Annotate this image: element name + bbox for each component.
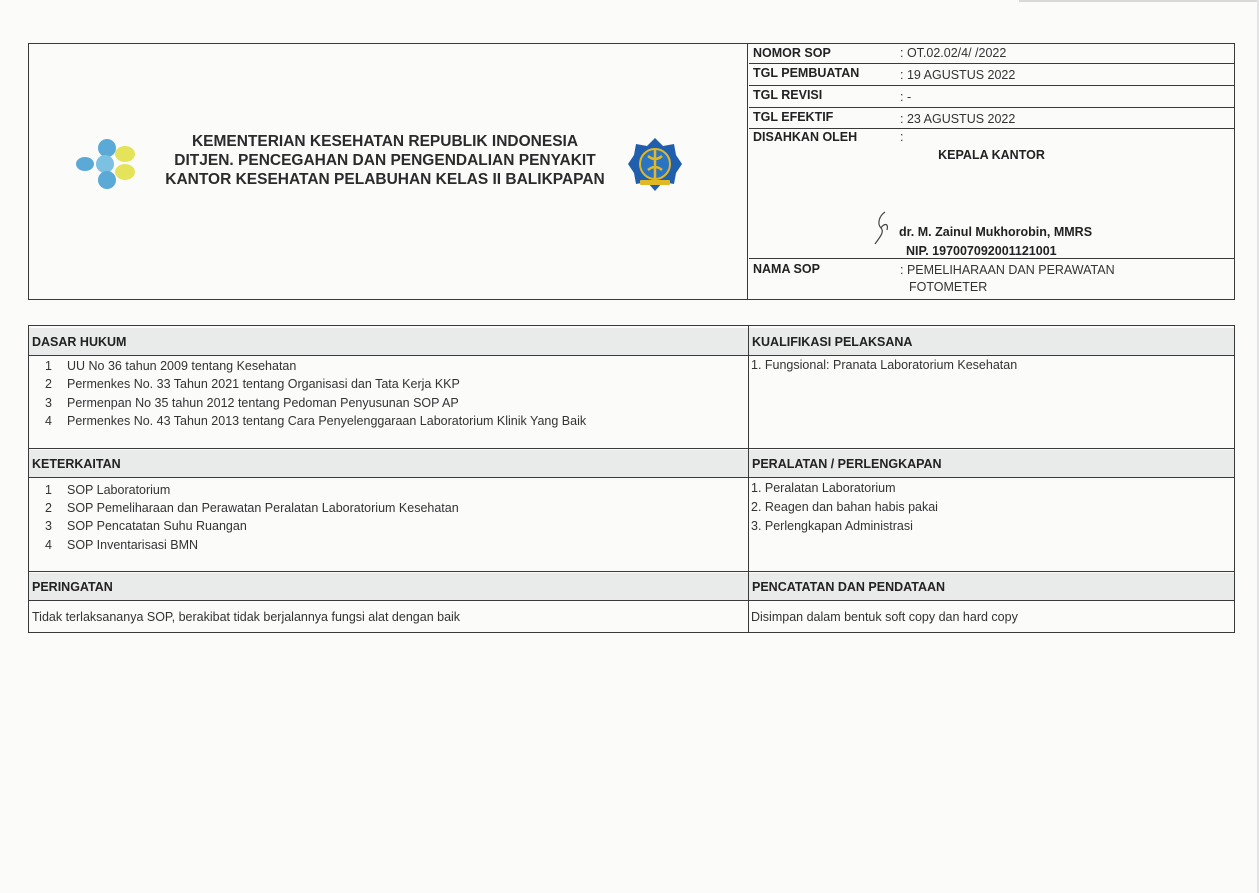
section-title-keterkaitan: KETERKAITAN [29,450,748,478]
nama-sop-value-cont: FOTOMETER [909,280,988,294]
item-text: SOP Inventarisasi BMN [67,538,199,552]
directorate-line: DITJEN. PENCEGAHAN DAN PENGENDALIAN PENYAKIT [174,152,596,169]
item-number: 3 [45,519,52,533]
section-title-kualifikasi: KUALIFIKASI PELAKSANA [749,328,1234,356]
institution-panel [29,44,748,299]
item-number: 1 [45,483,52,497]
meta-key: TGL EFEKTIF [753,110,834,124]
list-item: 1. Peralatan Laboratorium [751,481,896,495]
ministry-line: KEMENTERIAN KESEHATAN REPUBLIK INDONESIA [191,133,579,150]
port-health-emblem-icon [626,136,684,194]
list-item: 3. Perlengkapan Administrasi [751,519,913,533]
row-divider [29,571,1234,572]
item-number: 2 [45,377,52,391]
nama-sop-value: : PEMELIHARAAN DAN PERAWATAN [900,263,1115,277]
item-text: SOP Pemeliharaan dan Perawatan Peralatan Laboratorium Kesehatan [67,501,459,515]
approval-title: KEPALA KANTOR [938,148,1045,162]
sop-header-table [28,43,1235,300]
signer-name: dr. M. Zainul Mukhorobin, MMRS [899,225,1093,239]
list-item [31,538,198,552]
meta-key: DISAHKAN OLEH [753,130,858,144]
kemenkes-logo-icon [75,136,139,192]
meta-key: NOMOR SOP [753,46,831,60]
item-text: SOP Pencatatan Suhu Ruangan [67,519,247,533]
item-number: 1 [45,359,52,373]
item-text: SOP Laboratorium [67,483,171,497]
list-item [31,377,460,391]
section-title-dasar-hukum: DASAR HUKUM [29,328,748,356]
meta-key: NAMA SOP [753,262,820,276]
meta-value: : 23 AGUSTUS 2022 [900,112,1016,126]
sop-meta-panel [749,44,1234,299]
list-item: 1. Fungsional: Pranata Laboratorium Kesehatan [751,358,1018,372]
ministry-name [147,132,623,189]
signer-nip: NIP. 197007092001121001 [906,244,1057,258]
sop-detail-table [28,325,1235,633]
office-line: KANTOR KESEHATAN PELABUHAN KELAS II BALIKPAPAN [165,171,605,188]
meta-value: : [900,130,904,144]
meta-value: : - [900,90,912,104]
item-text: Permenkes No. 33 Tahun 2021 tentang Organisasi dan Tata Kerja KKP [67,377,460,391]
item-number: 4 [45,538,52,552]
list-item [31,359,296,373]
meta-row-nomor [749,44,1234,64]
meta-row-efektif [749,108,1234,129]
row-divider [29,448,1234,449]
item-number: 2 [45,501,52,515]
item-number: 3 [45,396,52,410]
meta-key: TGL REVISI [753,88,823,102]
list-item [31,519,247,533]
pencatatan-text: Disimpan dalam bentuk soft copy dan hard copy [751,610,1018,624]
section-title-pencatatan: PENCATATAN DAN PENDATAAN [749,573,1234,601]
peringatan-text: Tidak terlaksananya SOP, berakibat tidak berjalannya fungsi alat dengan baik [32,610,461,624]
item-text: UU No 36 tahun 2009 tentang Kesehatan [67,359,297,373]
section-title-peringatan: PERINGATAN [29,573,748,601]
meta-row-pembuatan [749,64,1234,86]
signature-mark-icon [871,210,893,246]
meta-row-nama-sop [749,259,1234,299]
meta-value: : 19 AGUSTUS 2022 [900,68,1016,82]
meta-key: TGL PEMBUATAN [753,66,860,80]
section-title-peralatan: PERALATAN / PERLENGKAPAN [749,450,1234,478]
meta-row-revisi [749,86,1234,108]
list-item [31,414,586,428]
list-item: 2. Reagen dan bahan habis pakai [751,500,938,514]
item-text: Permenkes No. 43 Tahun 2013 tentang Cara Penyelenggaraan Laboratorium Klinik Yang Baik [67,414,587,428]
list-item [31,396,459,410]
item-number: 4 [45,414,52,428]
meta-value: : OT.02.02/4/ /2022 [900,46,1007,60]
list-item [31,483,170,497]
list-item [31,501,459,515]
scan-top-edge [1019,0,1259,2]
item-text: Permenpan No 35 tahun 2012 tentang Pedoman Penyusunan SOP AP [67,396,459,410]
